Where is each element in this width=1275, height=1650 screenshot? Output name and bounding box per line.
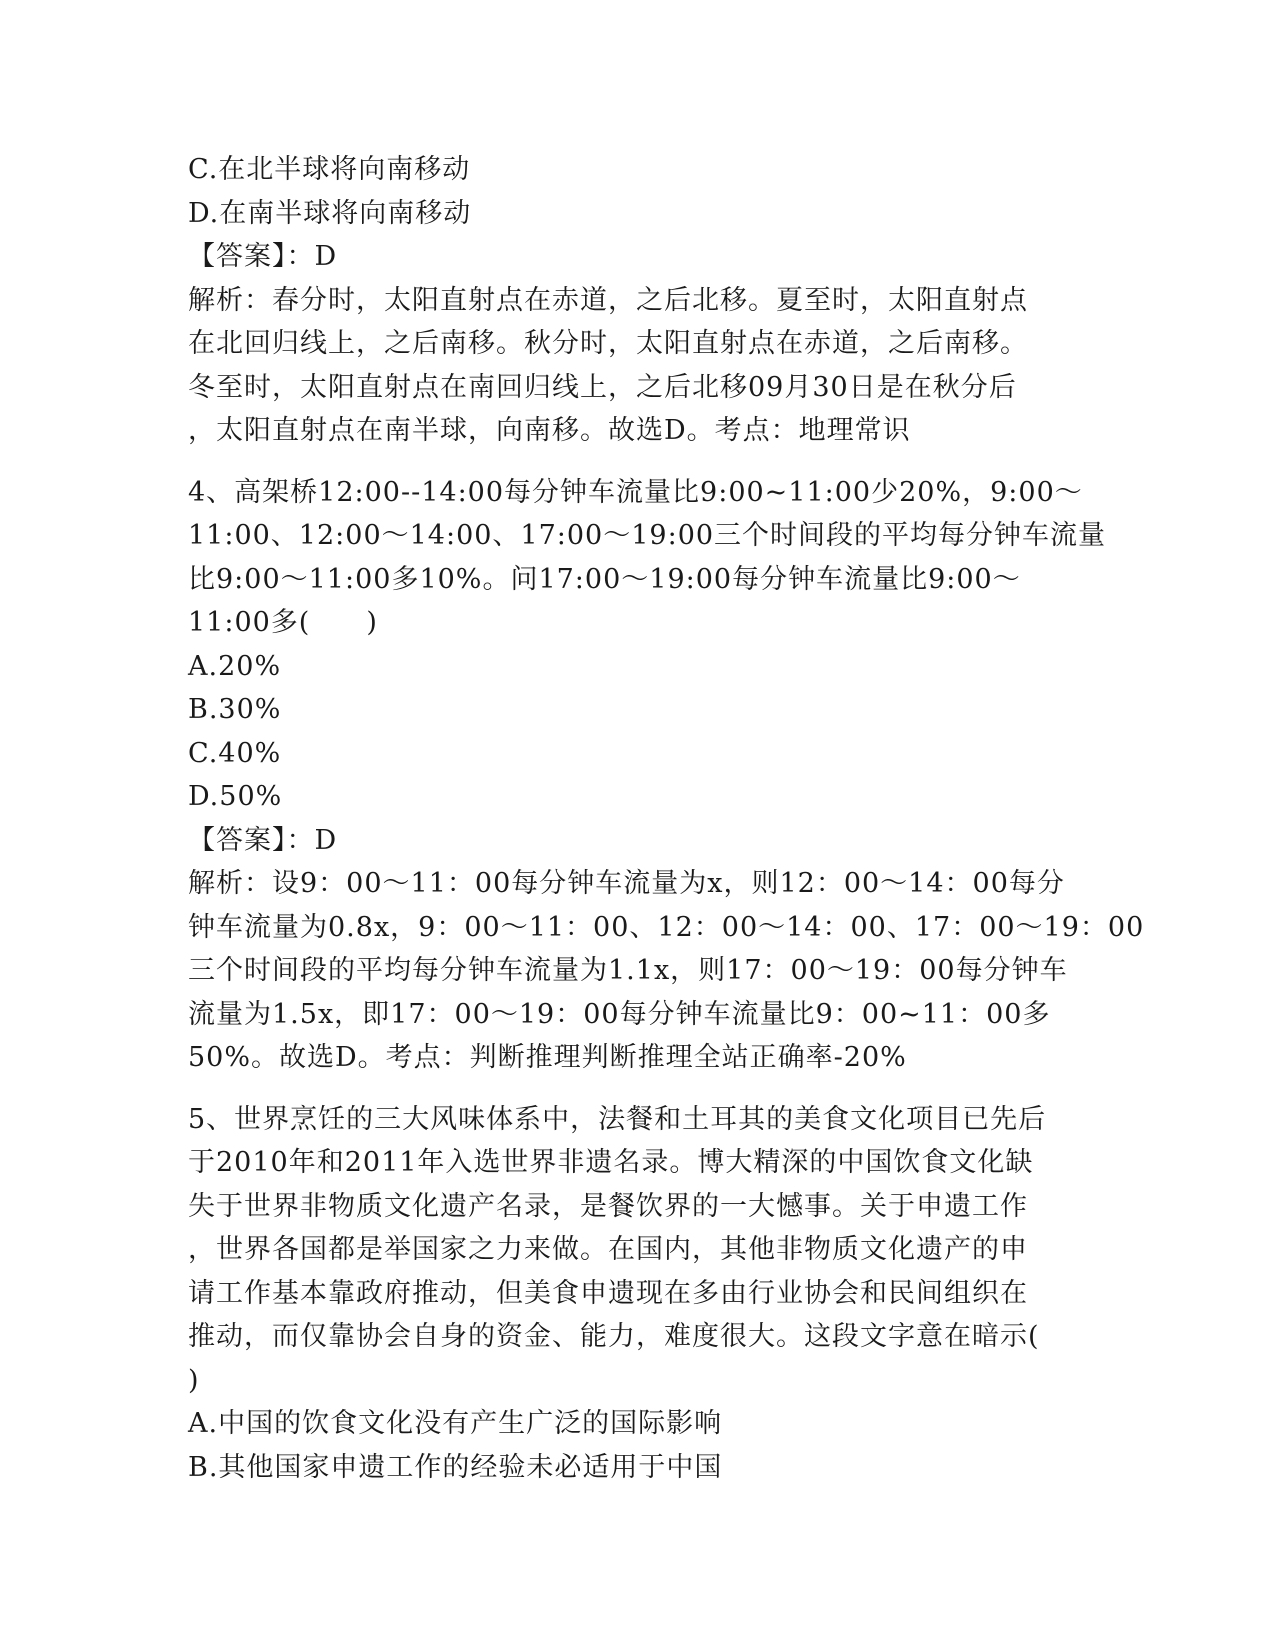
spacer: [188, 453, 1088, 471]
question-stem-line: 于2010年和2011年入选世界非遗名录。博大精深的中国饮食文化缺: [188, 1147, 1034, 1178]
question-stem-line: 11:00、12:00～14:00、17:00～19:00三个时间段的平均每分钟车流量: [188, 520, 1107, 551]
question-stem-line: 失于世界非物质文化遗产名录，是餐饮界的一大憾事。关于申遗工作: [188, 1190, 1028, 1222]
question-stem-line: 4、高架桥12:00--14:00每分钟车流量比9:00~11:00少20%，9:00～: [188, 476, 1083, 508]
analysis-line: 在北回归线上，之后南移。秋分时，太阳直射点在赤道，之后南移。: [188, 328, 1028, 359]
question-stem-line: 比9:00～11:00多10%。问17:00～19:00每分钟车流量比9:00～: [188, 563, 1021, 595]
question-3-tail: [188, 148, 1088, 453]
question-stem-line: 5、世界烹饪的三大风味体系中，法餐和土耳其的美食文化项目已先后: [188, 1103, 1047, 1135]
answer-line: 【答案】：D: [188, 824, 338, 856]
option-c: C.在北半球将向南移动: [188, 154, 471, 185]
question-4: [188, 471, 1145, 1080]
option-c: C.40%: [188, 737, 282, 769]
question-stem-line: ，世界各国都是举国家之力来做。在国内，其他非物质文化遗产的申: [188, 1234, 1028, 1265]
question-stem-line: 11:00多( ): [188, 607, 378, 638]
option-d: D.50%: [188, 781, 283, 812]
analysis-line: ，太阳直射点在南半球，向南移。故选D。考点：地理常识: [188, 415, 911, 446]
analysis-line: 三个时间段的平均每分钟车流量为1.1x，则17：00～19：00每分钟车: [188, 955, 1068, 986]
option-d: D.在南半球将向南移动: [188, 197, 472, 229]
option-b: B.30%: [188, 694, 282, 725]
option-a: A.中国的饮食文化没有产生广泛的国际影响: [188, 1408, 723, 1439]
option-a: A.20%: [188, 650, 282, 682]
analysis-line: 钟车流量为0.8x，9：00～11：00、12：00～14：00、17：00～19：00: [188, 911, 1145, 943]
answer-line: 【答案】：D: [188, 241, 338, 272]
question-stem-line: 推动，而仅靠协会自身的资金、能力，难度很大。这段文字意在暗示(: [188, 1321, 1040, 1352]
question-stem-line: 请工作基本靠政府推动，但美食申遗现在多由行业协会和民间组织在: [188, 1277, 1028, 1309]
analysis-line: 解析：设9：00～11：00每分钟车流量为x，则12：00～14：00每分: [188, 868, 1065, 899]
question-5: [188, 1098, 1088, 1490]
spacer: [188, 1080, 1088, 1098]
option-b: B.其他国家申遗工作的经验未必适用于中国: [188, 1451, 723, 1483]
question-stem-line: ): [188, 1364, 200, 1396]
document-page: [188, 148, 1145, 1489]
analysis-line: 解析：春分时，太阳直射点在赤道，之后北移。夏至时，太阳直射点: [188, 284, 1028, 316]
analysis-line: 冬至时，太阳直射点在南回归线上，之后北移09月30日是在秋分后: [188, 371, 1017, 403]
analysis-line: 流量为1.5x，即17：00～19：00每分钟车流量比9：00~11：00多: [188, 998, 1051, 1030]
analysis-line: 50%。故选D。考点：判断推理判断推理全站正确率-20%: [188, 1042, 907, 1073]
